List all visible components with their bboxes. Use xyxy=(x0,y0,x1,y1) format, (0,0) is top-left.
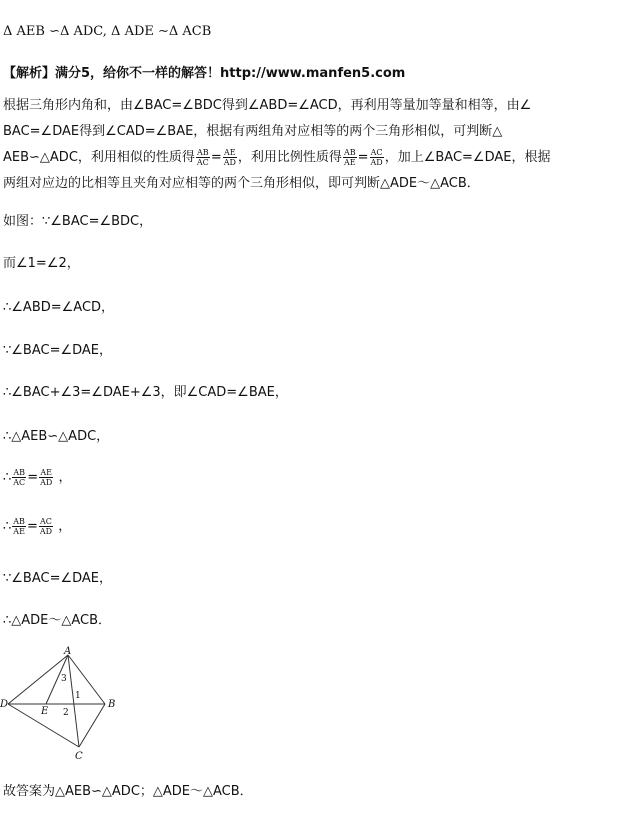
fraction: $\frac{AC}{AD}$ xyxy=(370,148,383,167)
ratio-step: ∴ $\frac{AB}{AC}$ = $\frac{AE}{AD}$ ， xyxy=(3,468,72,487)
segment-bc xyxy=(79,704,105,747)
header-line: Δ AEB ∽Δ ADC, Δ ADE ∼Δ ACB xyxy=(3,24,212,39)
proof-step: 如图：∵∠BAC=∠BDC， xyxy=(3,214,153,229)
para-line-3: AEB∽△ADC，利用相似的性质得 $\frac{AB}{AC}$ = $\frac{AE}{AD}$ ，利用比例性质得 $\frac{AB}{AE}$ = $\frac{AC}{AD}$ ，加上∠BAC=∠DAE，根据 xyxy=(3,148,551,167)
label-e: E xyxy=(41,706,49,717)
label-c: C xyxy=(75,751,83,762)
label-b: B xyxy=(108,699,116,710)
angle-label-1: 1 xyxy=(75,691,81,701)
label-d: D xyxy=(0,699,9,710)
explanation-paragraph xyxy=(3,93,623,197)
proof-step: ∴∠BAC+∠3=∠DAE+∠3，即∠CAD=∠BAE， xyxy=(3,385,288,400)
para-line-3b: ，利用比例性质得 xyxy=(237,150,342,165)
proof-step: ∴△AEB∽△ADC， xyxy=(3,429,110,444)
para-line-4: 两组对应边的比相等且夹角对应相等的两个三角形相似，即可判断△ADE～△ACB． xyxy=(3,176,480,191)
segment-ad xyxy=(8,655,68,704)
proof-step: ∴∠ABD=∠ACD， xyxy=(3,300,115,315)
para-line-3a: AEB∽△ADC，利用相似的性质得 xyxy=(3,150,195,165)
final-answer: 故答案为△AEB∽△ADC；△ADE～△ACB． xyxy=(3,784,253,799)
segment-ac xyxy=(68,655,79,747)
fraction: $\frac{AB}{AC}$ xyxy=(196,148,209,167)
proof-step: ∴△ADE～△ACB． xyxy=(3,613,112,628)
label-a: A xyxy=(64,646,72,657)
proof-step: ∵∠BAC=∠DAE， xyxy=(3,343,113,358)
para-line-2: BAC=∠DAE得到∠CAD=∠BAE，根据有两组角对应相等的两个三角形相似，可判断△ xyxy=(3,124,503,139)
para-line-1: 根据三角形内角和，由∠BAC=∠BDC得到∠ABD=∠ACD，再利用等量加等量和相等，由∠ xyxy=(3,98,532,113)
angle-label-3: 3 xyxy=(61,674,67,684)
angle-label-2: 2 xyxy=(63,708,69,718)
fraction: $\frac{AE}{AD}$ xyxy=(223,148,236,167)
fraction: $\frac{AB}{AE}$ xyxy=(343,148,356,167)
analysis-title: 【解析】满分5，给你不一样的解答！http://www.manfen5.com xyxy=(3,66,406,81)
ratio-step: ∴ $\frac{AB}{AE}$ = $\frac{AC}{AD}$ ， xyxy=(3,517,72,536)
segment-ab xyxy=(68,655,105,704)
proof-step: 而∠1=∠2， xyxy=(3,256,80,271)
geometry-figure xyxy=(0,643,130,763)
proof-step: ∵∠BAC=∠DAE， xyxy=(3,571,113,586)
para-line-3c: ，加上∠BAC=∠DAE，根据 xyxy=(384,150,551,165)
